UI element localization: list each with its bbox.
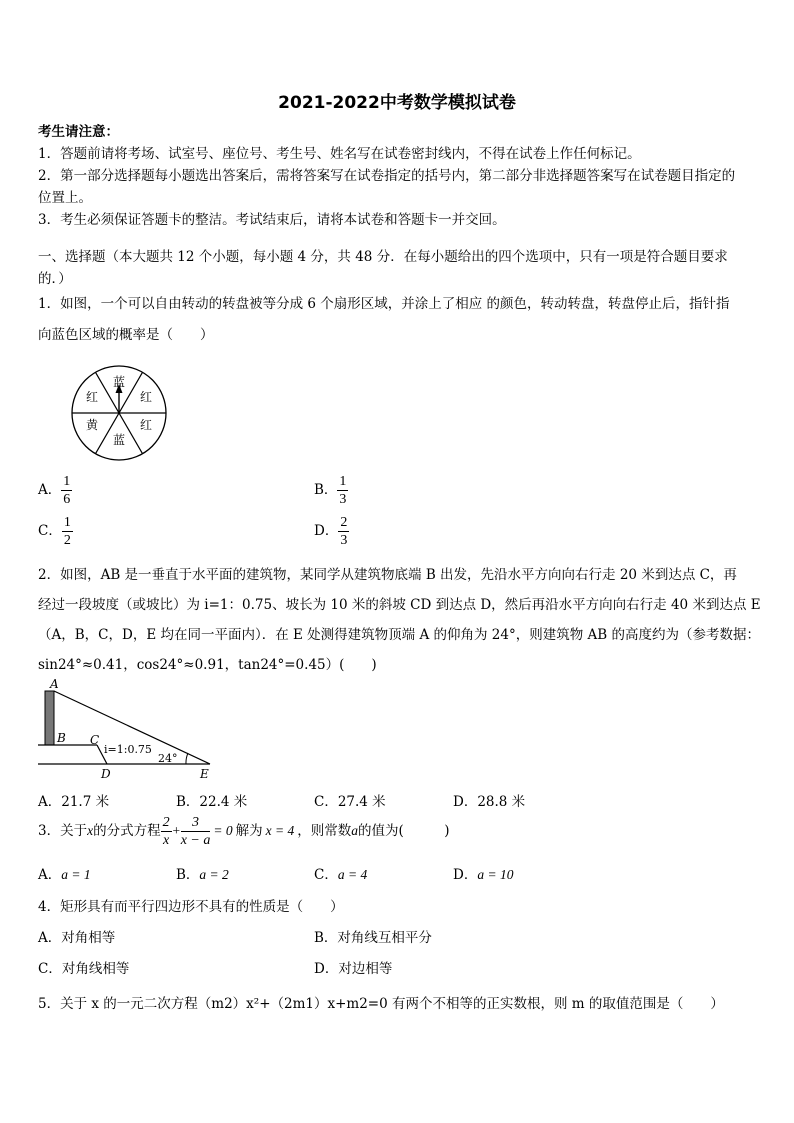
q2-option-d: D．28.8 米 — [453, 794, 526, 810]
sector-label: 红 — [85, 390, 99, 404]
fraction: $\frac{1}{3}$ — [339, 474, 347, 507]
q5-stem: 5．关于 x 的一元二次方程（m2）x²+（2m1）x+m2=0 有两个不相等的正实数根，则 m 的取值范围是（ ） — [38, 996, 724, 1012]
point-b-label: B — [57, 731, 66, 745]
point-c-label: C — [90, 733, 100, 747]
sector-label: 蓝 — [112, 433, 126, 447]
q1-option-c: C． $\frac{1}{2}$ — [38, 515, 71, 548]
sector-label: 黄 — [85, 418, 99, 432]
point-d-label: D — [101, 767, 111, 781]
angle-label: 24° — [158, 752, 178, 765]
q3-option-c: C．a = 4 — [314, 867, 368, 883]
q2-stem-cont: sin24°≈0.41，cos24°≈0.91，tan24°=0.45）( ) — [38, 657, 377, 673]
point-e-label: E — [200, 767, 209, 781]
q3-option-a: A．a = 1 — [38, 867, 91, 883]
q2-building-figure — [34, 676, 224, 784]
q2-stem: 2．如图，AB 是一垂直于水平面的建筑物，某同学从建筑物底端 B 出发，先沿水平方向向右行走 20 米到达点 C，再 — [38, 567, 737, 583]
slope-label: i=1:0.75 — [104, 743, 152, 756]
point-a-label: A — [50, 677, 59, 691]
sector-label: 红 — [139, 418, 153, 432]
q2-option-a: A．21.7 米 — [38, 794, 110, 810]
q1-option-b: B． $\frac{1}{3}$ — [314, 474, 347, 507]
q3-option-b: B．a = 2 — [176, 867, 229, 883]
section-heading: 一、选择题（本大题共 12 个小题，每小题 4 分，共 48 分．在每小题给出的四个选项中，只有一项是符合题目要求 — [38, 249, 728, 265]
q4-option-d: D．对边相等 — [314, 961, 393, 977]
notice-heading: 考生请注意： — [38, 124, 119, 140]
fraction: $\frac{3}{x - a}$ — [180, 815, 211, 848]
fraction: $\frac{1}{2}$ — [63, 515, 71, 548]
section-heading-cont: 的．） — [38, 271, 72, 287]
q4-option-b: B．对角线互相平分 — [314, 930, 432, 946]
q3-stem: 3．关于x的分式方程 $\frac{2}{x}$ + $\frac{3}{x - a}$ = 0 解为 x = 4 ，则常数a的值为( ) — [38, 815, 450, 848]
q2-option-c: C．27.4 米 — [314, 794, 386, 810]
q1-option-d: D． $\frac{2}{3}$ — [314, 515, 348, 548]
notice-item: 1．答题前请将考场、试室号、座位号、考生号、姓名写在试卷密封线内，不得在试卷上作任何标记。 — [38, 146, 641, 162]
q1-spinner-figure — [64, 364, 176, 464]
notice-item: 位置上。 — [38, 190, 92, 206]
sector-label: 蓝 — [112, 375, 126, 389]
page-title: 2021-2022中考数学模拟试卷 — [278, 93, 516, 113]
q4-stem: 4．矩形具有而平行四边形不具有的性质是（ ） — [38, 899, 344, 915]
fraction: $\frac{1}{6}$ — [63, 474, 71, 507]
q1-option-a: A． $\frac{1}{6}$ — [38, 474, 71, 507]
notice-item: 3．考生必须保证答题卡的整洁。考试结束后，请将本试卷和答题卡一并交回。 — [38, 212, 506, 228]
fraction: $\frac{2}{3}$ — [340, 515, 348, 548]
fraction: $\frac{2}{x}$ — [162, 815, 170, 848]
notice-item: 2．第一部分选择题每小题选出答案后，需将答案写在试卷指定的括号内，第二部分非选择题答案写在试卷题目指定的 — [38, 168, 736, 184]
q1-stem-cont: 向蓝色区域的概率是（ ） — [38, 327, 214, 343]
building-ab — [45, 691, 54, 745]
q4-option-a: A．对角相等 — [38, 930, 116, 946]
q1-stem: 1．如图，一个可以自由转动的转盘被等分成 6 个扇形区域，并涂上了相应 的颜色，转动转盘，转盘停止后，指针指 — [38, 296, 730, 312]
sector-label: 红 — [139, 390, 153, 404]
q2-stem-cont: （A，B，C，D，E 均在同一平面内）．在 E 处测得建筑物顶端 A 的仰角为 24°，则建筑物 AB 的高度约为（参考数据： — [38, 627, 760, 643]
q4-option-c: C．对角线相等 — [38, 961, 130, 977]
q2-option-b: B．22.4 米 — [176, 794, 248, 810]
q3-option-d: D．a = 10 — [453, 867, 514, 883]
q2-stem-cont: 经过一段坡度（或坡比）为 i=1：0.75、坡长为 10 米的斜坡 CD 到达点 D，然后再沿水平方向向右行走 40 米到达点 E — [38, 597, 761, 613]
